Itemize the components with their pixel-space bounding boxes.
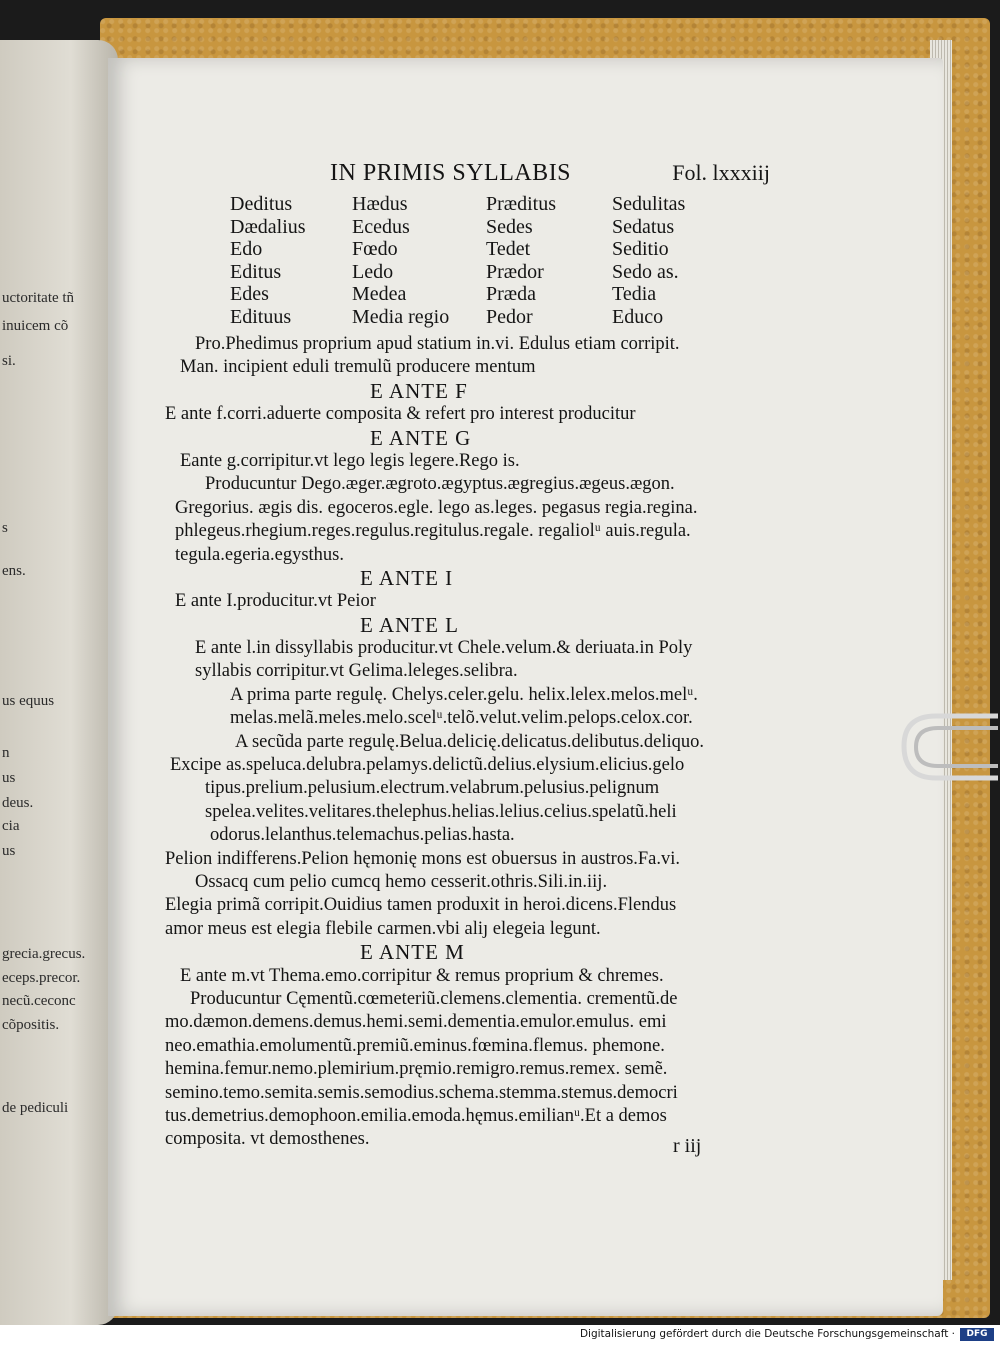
page-header — [330, 160, 770, 190]
text-line: amor meus est elegia flebile carmen.vbi aliȷ elegeia legunt. — [165, 918, 601, 939]
left-page — [0, 40, 118, 1325]
word-entry: Tedet — [486, 238, 531, 260]
left-page-text-fragment: s — [2, 520, 8, 536]
signature-mark: r iij — [673, 1135, 702, 1157]
left-page-text-fragment: ens. — [2, 563, 26, 579]
section-heading: E ANTE F — [370, 378, 468, 403]
text-line: E ante f.corri.aduerte composita & refert pro interest producitur — [165, 404, 636, 425]
word-entry: Præditus — [486, 193, 557, 215]
word-entry: Medea — [352, 283, 407, 305]
word-entry: Edes — [230, 283, 269, 305]
left-page-text-fragment: deus. — [2, 795, 34, 811]
word-entry: Educo — [612, 305, 664, 328]
text-line: semino.temo.semita.semis.semodius.schema.stemma.stemus.democri — [165, 1082, 678, 1103]
text-line: syllabis corripitur.vt Gelima.leleges.selibra. — [195, 661, 518, 682]
word-entry: Dædalius — [230, 215, 306, 238]
word-entry: Sedes — [486, 215, 533, 238]
left-page-text-fragment: us — [2, 843, 16, 859]
left-page-text-fragment: inuicem cõ — [2, 318, 69, 334]
text-line: Gregorius. ægis dis. egoceros.egle. lego as.leges. pegasus regia.regina. — [175, 497, 698, 518]
left-page-text-fragment: de pediculi — [2, 1100, 69, 1116]
text-line: spelea.velites.velitares.thelephus.helias.lelius.celius.spelatũ.heli — [205, 801, 677, 822]
paper-clip-icon — [898, 708, 1000, 786]
word-entry: Prædor — [486, 260, 544, 283]
word-entry: Hædus — [352, 193, 408, 215]
word-entry: Præda — [486, 283, 536, 305]
section-heading: E ANTE M — [360, 940, 465, 965]
text-line: A secũda parte regulę.Belua.delicię.delicatus.delibutus.deliquo. — [235, 731, 705, 752]
left-page-text-fragment: cia — [2, 818, 20, 834]
word-entry: Deditus — [230, 193, 293, 215]
text-line: Pelion indifferens.Pelion hęmonię mons est obuersus in austros.Fa.vi. — [165, 848, 681, 869]
text-line: mo.dæmon.demens.demus.hemi.semi.dementia.emulor.emulus. emi — [165, 1012, 667, 1033]
word-entry: Fœdo — [352, 238, 398, 260]
word-entry: Sedulitas — [612, 193, 686, 215]
left-page-text-fragment: grecia.grecus. — [2, 946, 86, 962]
text-line: Elegia primã corripit.Ouidius tamen produxit in heroi.dicens.Flendus — [165, 895, 677, 916]
text-line: melas.melã.meles.melo.scelᵘ.telõ.velut.velim.pelops.celox.cor. — [230, 708, 693, 729]
word-entry: Ledo — [352, 260, 394, 283]
word-column — [612, 193, 742, 328]
footer-bar — [0, 1325, 1000, 1345]
text-line: Man. incipient eduli tremulũ producere mentum — [180, 357, 536, 378]
text-line: Pro.Phedimus proprium apud statium in.vi. Edulus etiam corripit. — [195, 334, 680, 354]
left-page-text-fragment: si. — [2, 353, 16, 369]
word-entry: Sedatus — [612, 215, 675, 238]
word-entry: Ecedus — [352, 215, 410, 238]
left-page-text-fragment: us equus — [2, 693, 55, 709]
dfg-logo: DFG — [960, 1328, 994, 1341]
text-line: odorus.lelanthus.telemachus.pelias.hasta. — [210, 825, 515, 846]
folio-number: Fol. lxxxiij — [672, 160, 770, 185]
word-entry: Seditio — [612, 238, 669, 260]
left-page-text-fragment: eceps.precor. — [2, 970, 81, 986]
text-line: Eante g.corripitur.vt lego legis legere.Rego is. — [180, 450, 520, 471]
text-line: Excipe as.speluca.delubra.pelamys.delictũ.delius.elysium.elicius.gelo — [170, 755, 685, 776]
text-line: E ante I.producitur.vt Peior — [175, 591, 376, 612]
text-line: E ante m.vt Thema.emo.corripitur & remus proprium & chremes. — [180, 965, 664, 986]
word-entry: Media regio — [352, 305, 450, 328]
section-heading: E ANTE I — [360, 565, 454, 590]
word-column — [486, 193, 616, 328]
word-list — [230, 193, 730, 333]
word-entry: Edo — [230, 238, 263, 260]
text-line: A prima parte regulę. Chelys.celer.gelu. helix.lelex.melos.melᵘ. — [230, 684, 698, 705]
word-column — [230, 193, 360, 328]
text-line: E ante l.in dissyllabis producitur.vt Chele.velum.& deriuata.in Poly — [195, 638, 693, 659]
text-line: Producuntur Dego.æger.ægroto.ægyptus.ægregius.ægeus.ægon. — [205, 474, 675, 495]
section-heading: E ANTE G — [370, 425, 472, 450]
body-text — [165, 333, 775, 1152]
text-line: hemina.femur.nemo.plemirium.pręmio.remigro.remus.remex. semẽ. — [165, 1059, 668, 1080]
left-page-text-fragment: uctoritate tñ — [2, 290, 75, 306]
word-column — [352, 193, 482, 328]
text-line: neo.emathia.emolumentũ.premiũ.eminus.fœmina.flemus. phemone. — [165, 1035, 665, 1056]
word-entry: Sedo as. — [612, 260, 679, 283]
running-title: IN PRIMIS SYLLABIS — [330, 160, 572, 186]
word-entry: Tedia — [612, 283, 657, 305]
text-line: tegula.egeria.egysthus. — [175, 544, 345, 565]
left-page-text-fragment: n — [2, 745, 10, 761]
text-line: composita. vt demosthenes. — [165, 1129, 370, 1150]
text-line: tus.demetrius.demophoon.emilia.emoda.hęmus.emilianᵘ.Et a demos — [165, 1105, 667, 1126]
left-page-text-fragment: us — [2, 770, 16, 786]
text-line: phlegeus.rhegium.reges.regulus.regitulus.regale. regaliolᵘ auis.regula. — [175, 521, 691, 542]
word-entry: Pedor — [486, 305, 533, 328]
section-heading: E ANTE L — [360, 612, 459, 637]
footer-credit: Digitalisierung gefördert durch die Deutsche Forschungsgemeinschaft · — [579, 1328, 955, 1340]
text-line: tipus.prelium.pelusium.electrum.velabrum.pelusius.pelignum — [205, 778, 660, 799]
word-entry: Edituus — [230, 305, 292, 328]
text-line: Ossacq cum pelio cumcq hemo cesserit.othris.Sili.in.iij. — [195, 871, 608, 892]
word-entry: Editus — [230, 260, 282, 283]
text-line: Producuntur Cęmentũ.cœmeteriũ.clemens.clementia. crementũ.de — [190, 988, 678, 1009]
left-page-text-fragment: cõpositis. — [2, 1017, 60, 1033]
left-page-text-fragment: necũ.ceconc — [2, 993, 76, 1009]
